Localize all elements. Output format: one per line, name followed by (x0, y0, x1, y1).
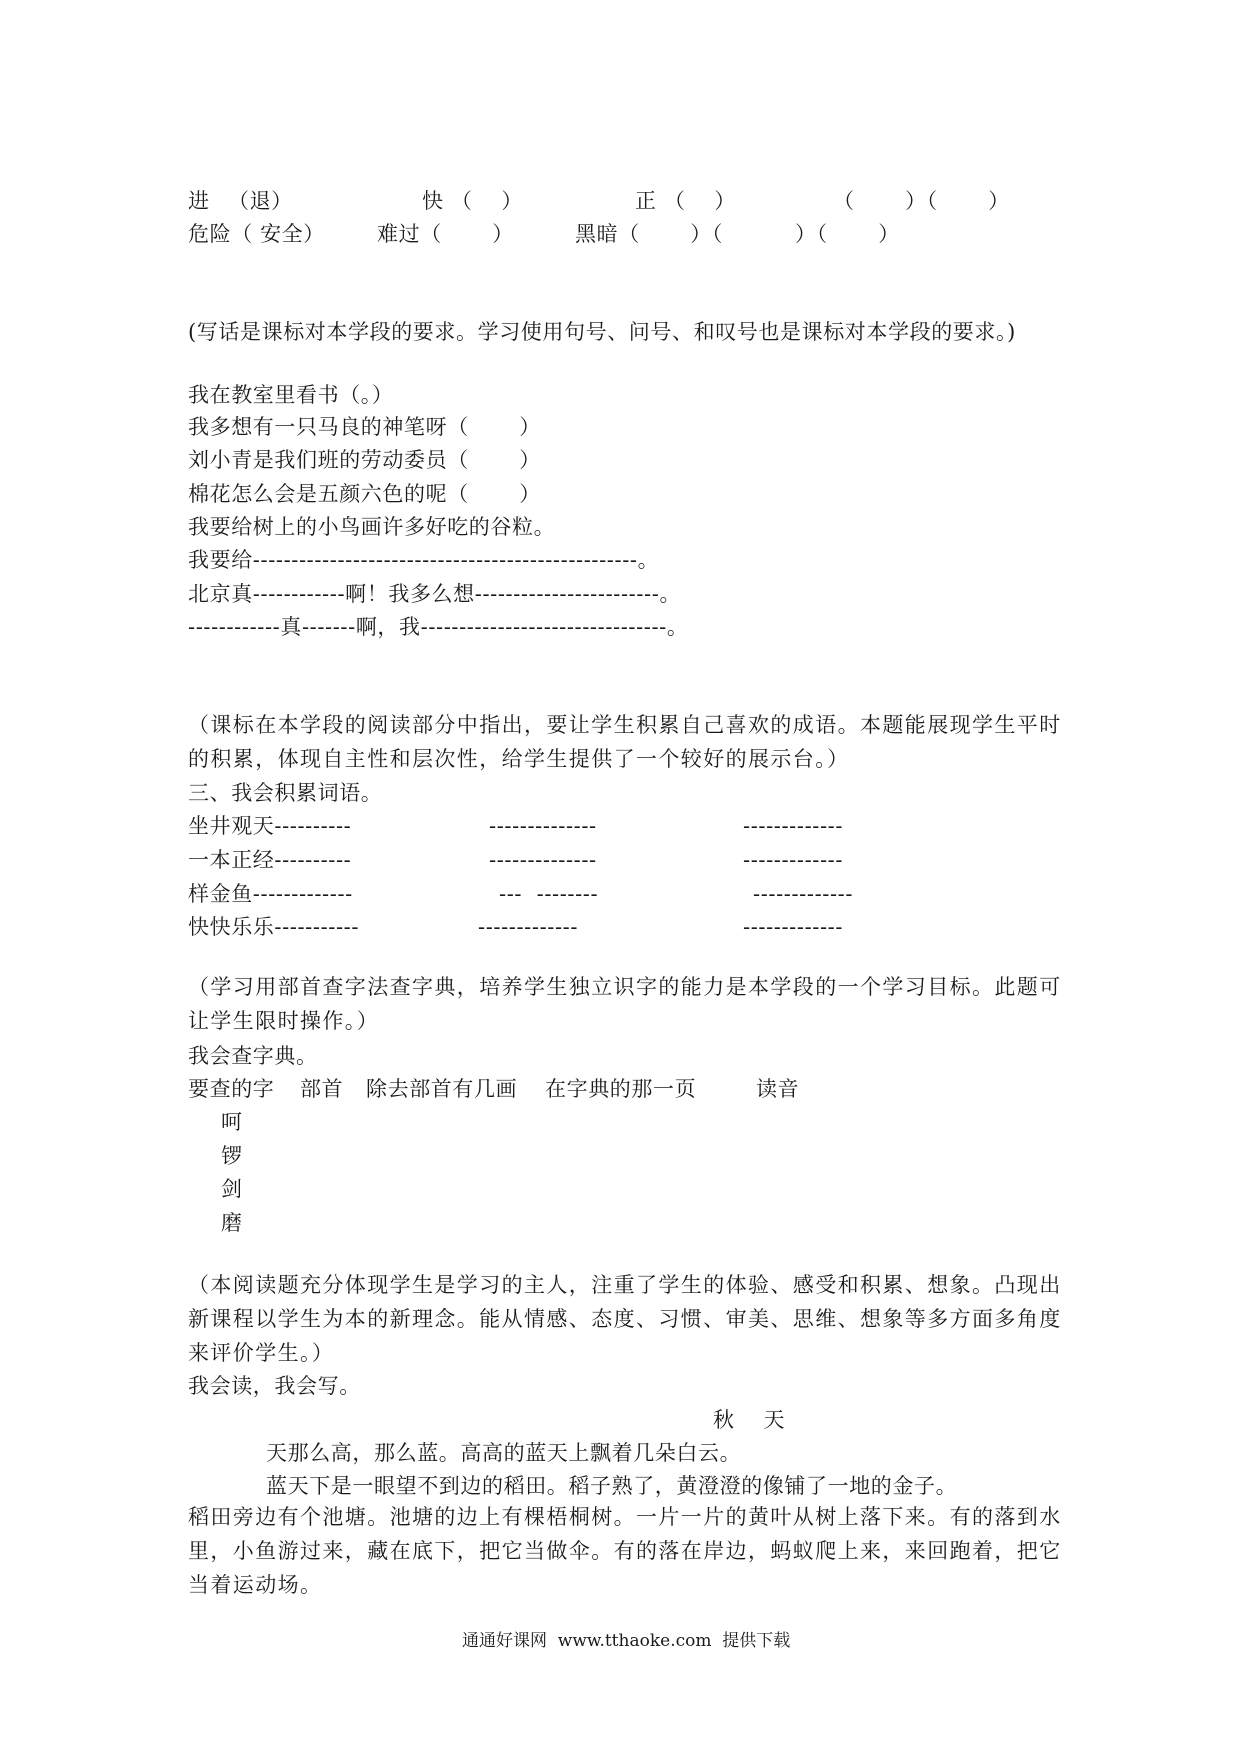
antonym-item: 快 （ ） (422, 189, 523, 213)
lookup-char: 锣 (221, 1144, 243, 1168)
writing-line: 我要给树上的小鸟画许多好吃的谷粒。 (188, 515, 556, 539)
reading-heading: 我会读，我会写。 (188, 1374, 361, 1398)
lookup-char: 剑 (221, 1177, 243, 1201)
writing-line: 我在教室里看书（。） (188, 383, 394, 407)
footer-credit: 通通好课网 www.tthaoke.com 提供下载 (462, 1631, 791, 1651)
dictionary-heading: 我会查字典。 (188, 1044, 318, 1068)
idiom-cell: 一本正经---------- (188, 848, 352, 872)
writing-line: 刘小青是我们班的劳动委员（ ） (188, 448, 541, 472)
column-header: 部首 (300, 1077, 344, 1101)
antonym-item: 黑暗（ ）（ ）（ ） (575, 222, 900, 246)
lookup-char: 呵 (221, 1110, 243, 1134)
idiom-blank: ------------- (743, 915, 844, 939)
passage-paragraph: 天那么高，那么蓝。高高的蓝天上飘着几朵白云。 (266, 1441, 742, 1465)
writing-line: 棉花怎么会是五颜六色的呢（ ） (188, 482, 541, 506)
lookup-char: 磨 (221, 1211, 243, 1235)
column-header: 要查的字 (188, 1077, 275, 1101)
antonym-item: （ ）（ ） (833, 189, 1010, 213)
writing-line: 北京真------------啊！我多么想------------------------。 (188, 582, 682, 606)
reading-note: （本阅读题充分体现学生是学习的主人，注重了学生的体验、感受和积累、想象。凸现出新课程以学生为本的新理念。能从情感、态度、习惯、审美、思维、想象等多方面多角度来评价学生。） (188, 1273, 1062, 1365)
passage-title: 秋 天 (713, 1408, 786, 1432)
column-header: 读音 (756, 1077, 800, 1101)
column-header: 在字典的那一页 (545, 1077, 697, 1101)
idiom-cell: 坐井观天---------- (188, 814, 352, 838)
column-header: 除去部首有几画 (366, 1077, 518, 1101)
idiom-blank: ------------- (743, 848, 844, 872)
antonym-item: 正 （ ） (635, 189, 736, 213)
idioms-heading: 三、我会积累词语。 (188, 781, 383, 805)
dictionary-note: （学习用部首查字法查字典，培养学生独立识字的能力是本学段的一个学习目标。此题可让学生限时操作。） (188, 975, 1062, 1033)
passage-paragraph: 蓝天下是一眼望不到边的稻田。稻子熟了，黄澄澄的像铺了一地的金子。 (266, 1474, 958, 1498)
antonym-item: 进 （退） (188, 189, 293, 213)
idiom-cell: 样金鱼------------- (188, 882, 353, 906)
antonym-item: 难过（ ） (377, 222, 514, 246)
idiom-blank: --- -------- (499, 882, 599, 906)
writing-note: (写话是课标对本学段的要求。学习使用句号、问号、和叹号也是课标对本学段的要求。) (188, 320, 1016, 344)
writing-line: 我要给--------------------------------------------------。 (188, 548, 660, 572)
idiom-blank: -------------- (489, 848, 597, 872)
idiom-cell: 快快乐乐----------- (188, 915, 360, 939)
writing-line: ------------真-------啊，我--------------------------------。 (188, 615, 689, 639)
idiom-blank: ------------- (743, 814, 844, 838)
idiom-blank: ------------- (753, 882, 854, 906)
writing-line: 我多想有一只马良的神笔呀（ ） (188, 415, 541, 439)
idioms-note: （课标在本学段的阅读部分中指出，要让学生积累自己喜欢的成语。本题能展现学生平时的积累，体现自主性和层次性，给学生提供了一个较好的展示台。） (188, 713, 1062, 771)
antonym-item: 危险（ 安全） (188, 222, 325, 246)
idiom-blank: -------------- (489, 814, 597, 838)
idiom-blank: ------------- (478, 915, 579, 939)
passage-paragraph: 稻田旁边有个池塘。池塘的边上有棵梧桐树。一片一片的黄叶从树上落下来。有的落到水里，小鱼游过来，藏在底下，把它当做伞。有的落在岸边，蚂蚁爬上来，来回跑着，把它当着运动场。 (188, 1505, 1062, 1597)
